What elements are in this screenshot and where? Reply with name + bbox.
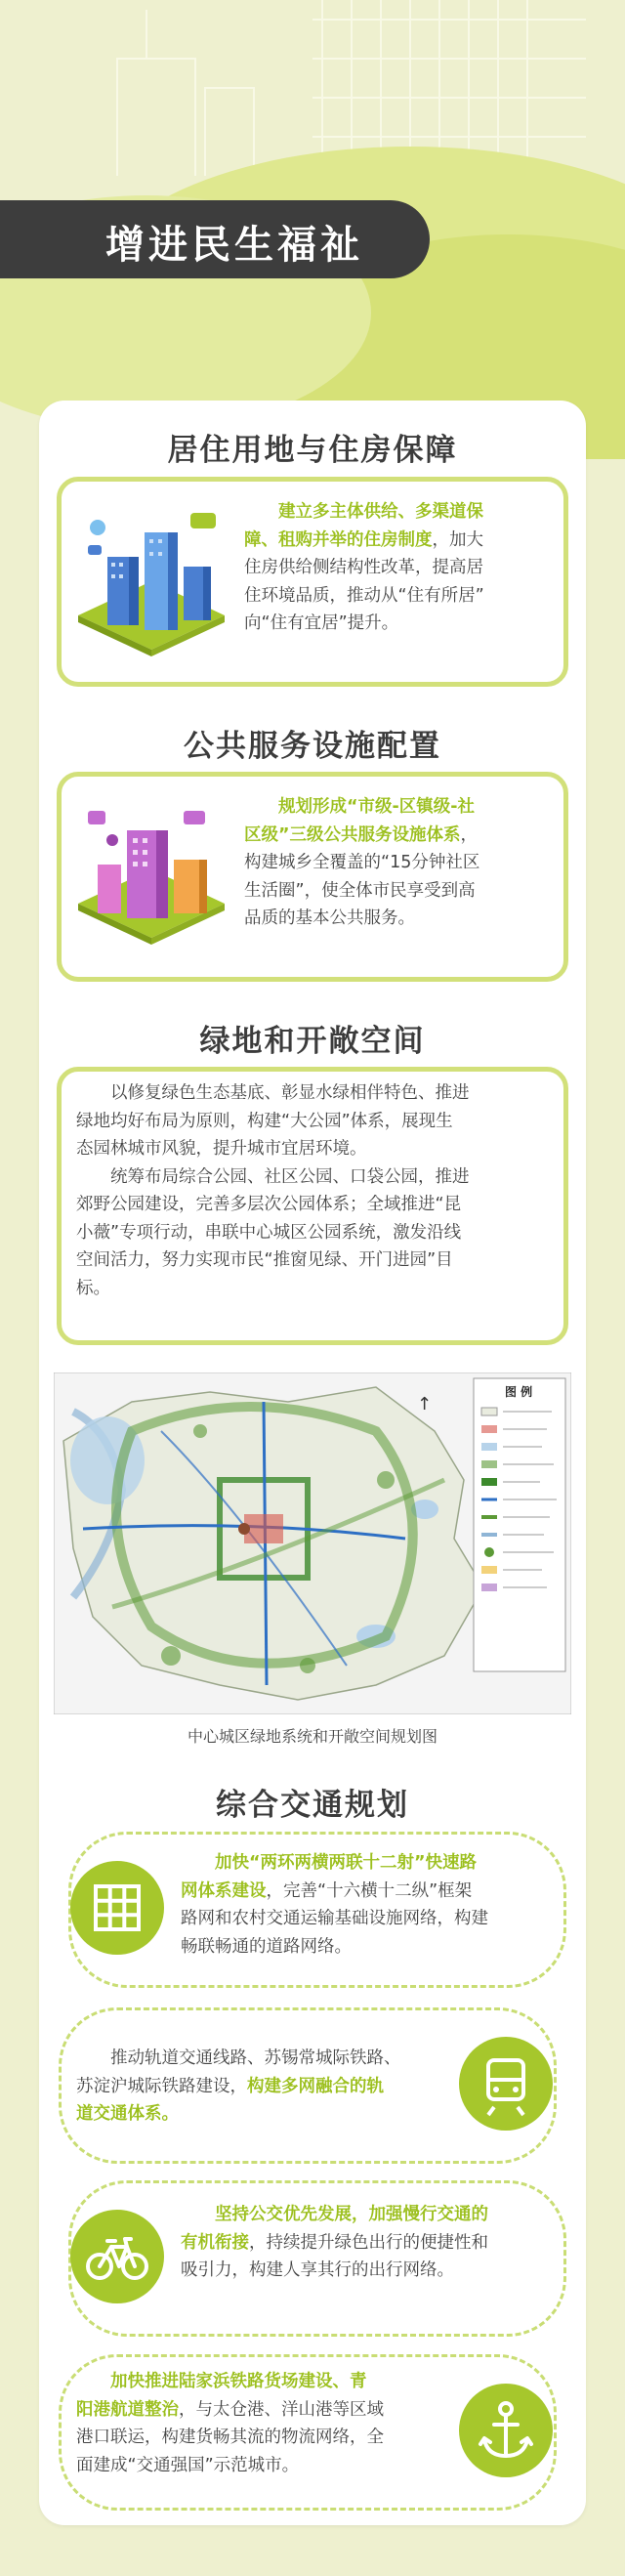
services-line-4: 生活圈”，使全体市民享受到高	[244, 880, 476, 901]
services-line-5: 品质的基本公共服务。	[244, 908, 415, 928]
housing-text	[244, 498, 552, 638]
transport-4-line-4: 面建成“交通强国”示范城市。	[76, 2455, 300, 2475]
transport-1-line-4: 畅联畅通的道路网络。	[181, 1936, 352, 1957]
green-line-3: 态园林城市风貌，提升城市宜居环境。	[76, 1139, 367, 1159]
train-icon	[459, 2037, 553, 2131]
heading-services: 公共服务设施配置	[184, 729, 441, 764]
services-line-3: 构建城乡全覆盖的“15分钟社区	[244, 853, 480, 872]
city-buildings-icon	[68, 498, 234, 664]
transport-2-line-2-rest: 苏淀沪城际铁路建设，	[76, 2076, 247, 2096]
services-line-2-rest: ，	[460, 824, 479, 845]
heading-housing: 居住用地与住房保障	[167, 433, 458, 468]
transport-3-line-3: 吸引力，构建人享其行的出行网络。	[181, 2260, 454, 2280]
transport-2-line-2-highlight: 构建多网融合的轨	[247, 2076, 384, 2096]
transport-2-line-1: 推动轨道交通线路、苏锡常城际铁路、	[110, 2048, 401, 2068]
transport-1-line-2-highlight: 网体系建设	[181, 1880, 267, 1901]
green-line-1: 以修复绿色生态基底、彰显水绿相伴特色、推进	[110, 1083, 470, 1103]
transport-4-line-2-rest: ，与太仓港、洋山港等区域	[179, 2399, 384, 2420]
transport-4-line-2-highlight: 阳港航道整治	[76, 2399, 179, 2420]
green-line-8: 标。	[76, 1278, 110, 1298]
green-line-7: 空间活力，努力实现市民“推窗见绿、开门进园”目	[76, 1250, 453, 1270]
housing-line-1: 建立多主体供给、多渠道保	[278, 502, 483, 522]
transport-2-line-3: 道交通体系。	[76, 2104, 179, 2124]
heading-green: 绿地和开敞空间	[199, 1024, 426, 1059]
transport-text-2	[76, 2045, 452, 2129]
svg-text:↑: ↑	[417, 1394, 433, 1415]
transport-text-1	[181, 1849, 562, 1961]
public-service-buildings-icon	[68, 791, 234, 957]
green-line-5: 郊野公园建设，完善多层次公园体系；全域推进“昆	[76, 1195, 462, 1214]
green-line-2: 绿地均好布局为原则，构建“大公园”体系，展现生	[76, 1111, 453, 1131]
page-title: 增进民生福祉	[105, 222, 363, 268]
road-grid-icon	[70, 1861, 164, 1955]
services-text	[244, 793, 552, 933]
map-legend-title: 图 例	[505, 1385, 533, 1399]
services-line-2-highlight: 区级”三级公共服务设施体系	[244, 824, 461, 845]
transport-1-line-1: 加快“两环两横两联十二射”快速路	[215, 1853, 478, 1873]
transport-4-line-3: 港口联运，构建货畅其流的物流网络，全	[76, 2428, 384, 2447]
transport-text-3	[181, 2201, 562, 2285]
housing-line-5: 向“住有宜居”提升。	[244, 613, 399, 633]
map-caption: 中心城区绿地系统和开敞空间规划图	[187, 1727, 438, 1746]
page-title-banner	[0, 200, 430, 278]
heading-transport: 综合交通规划	[216, 1788, 409, 1823]
housing-line-2-highlight: 障、租购并举的住房制度	[244, 529, 433, 550]
transport-3-line-2-rest: ，持续提升绿色出行的便捷性和	[249, 2232, 488, 2253]
transport-1-line-3: 路网和农村交通运输基础设施网络，构建	[181, 1909, 488, 1928]
transport-text-4	[76, 2368, 452, 2479]
green-text	[76, 1079, 551, 1302]
transport-3-line-2-highlight: 有机衔接	[181, 2232, 249, 2253]
bicycle-icon	[70, 2210, 164, 2303]
transport-4-line-1: 加快推进陆家浜铁路货场建设、青	[110, 2372, 367, 2391]
transport-3-line-1: 坚持公交优先发展，加强慢行交通的	[215, 2205, 488, 2224]
green-line-4: 统筹布局综合公园、社区公园、口袋公园，推进	[110, 1166, 470, 1187]
services-line-1: 规划形成“市级-区镇级-社	[278, 797, 476, 817]
transport-1-line-2-rest: ，完善“十六横十二纵”框架	[266, 1880, 473, 1901]
anchor-icon	[459, 2384, 553, 2477]
housing-line-2-rest: ，加大	[432, 529, 483, 550]
green-line-6: 小薇”专项行动，串联中心城区公园系统，激发沿线	[76, 1222, 462, 1243]
green-space-plan-map	[54, 1372, 571, 1714]
housing-line-4: 住环境品质，推动从“住有所居”	[244, 585, 484, 606]
housing-line-3: 住房供给侧结构性改革，提高居	[244, 558, 483, 577]
